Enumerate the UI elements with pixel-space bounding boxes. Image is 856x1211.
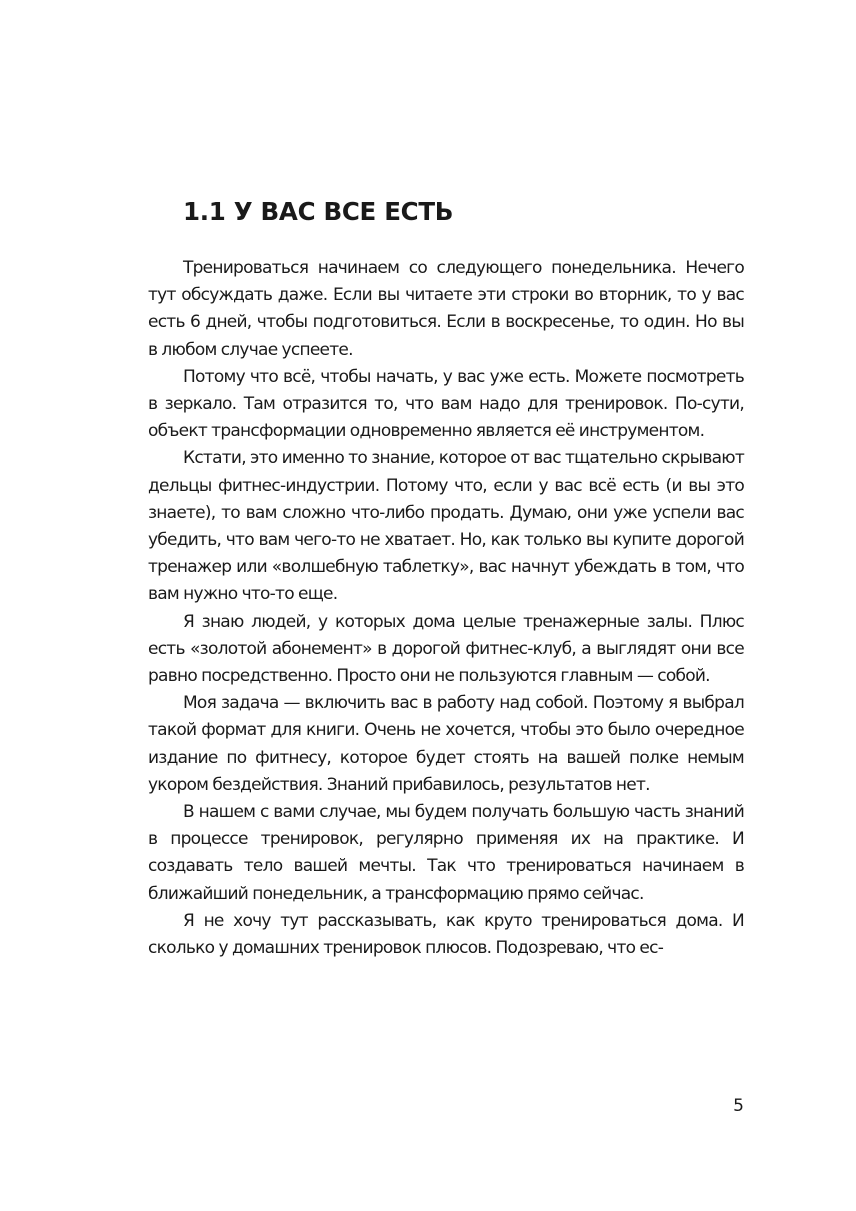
paragraph: Я знаю людей, у которых дома целые тренажерные залы. Плюс есть «золотой абонемент» в дорогой фитнес-клуб, а выглядят они все равно посредственно. Просто они не пользуются главным — собой. [148, 611, 744, 687]
paragraph: В нашем с вами случае, мы будем получать большую часть знаний в процессе тренировок, регулярно применяя их на практике. И создавать тело вашей мечты. Так что тренироваться начинаем в ближайший понедельник, а трансформацию прямо сейчас. [148, 802, 744, 904]
paragraph: Кстати, это именно то знание, которое от вас тщательно скрывают дельцы фитнес-индустрии. Потому что, если у вас всё есть (и вы это знаете), то вам сложно что-либо продать. Думаю, они уже успели вас убедить, что вам чего-то не хватает. Но, как только вы купите дорогой тренажер или «волшебную таблетку», вас начнут убеждать в том, что вам нужно что-то еще. [148, 448, 744, 605]
paragraph: Я не хочу тут рассказывать, как круто тренироваться дома. И сколько у домашних тренировок плюсов. Подозреваю, что ес- [148, 910, 744, 959]
page-number: 5 [733, 1096, 744, 1116]
paragraph: Тренироваться начинаем со следующего понедельника. Нечего тут обсуждать даже. Если вы читаете эти строки во вторник, то у вас есть 6 дней, чтобы подготовиться. Если в воскресенье, то один. Но вы в любом случае успеете. [148, 258, 744, 360]
paragraph: Потому что всё, чтобы начать, у вас уже есть. Можете посмотреть в зеркало. Там отразится то, что вам надо для тренировок. По-сути, объект трансформации одновременно является её инструментом. [148, 366, 744, 442]
body-text [148, 255, 744, 962]
chapter-title: 1.1 У ВАС ВСЕ ЕСТЬ [183, 197, 454, 226]
paragraph: Моя задача — включить вас в работу над собой. Поэтому я выбрал такой формат для книги. Очень не хочется, чтобы это было очередное издание по фитнесу, которое будет стоять на вашей полке немым укором бездействия. Знаний прибавилось, результатов нет. [148, 693, 744, 795]
